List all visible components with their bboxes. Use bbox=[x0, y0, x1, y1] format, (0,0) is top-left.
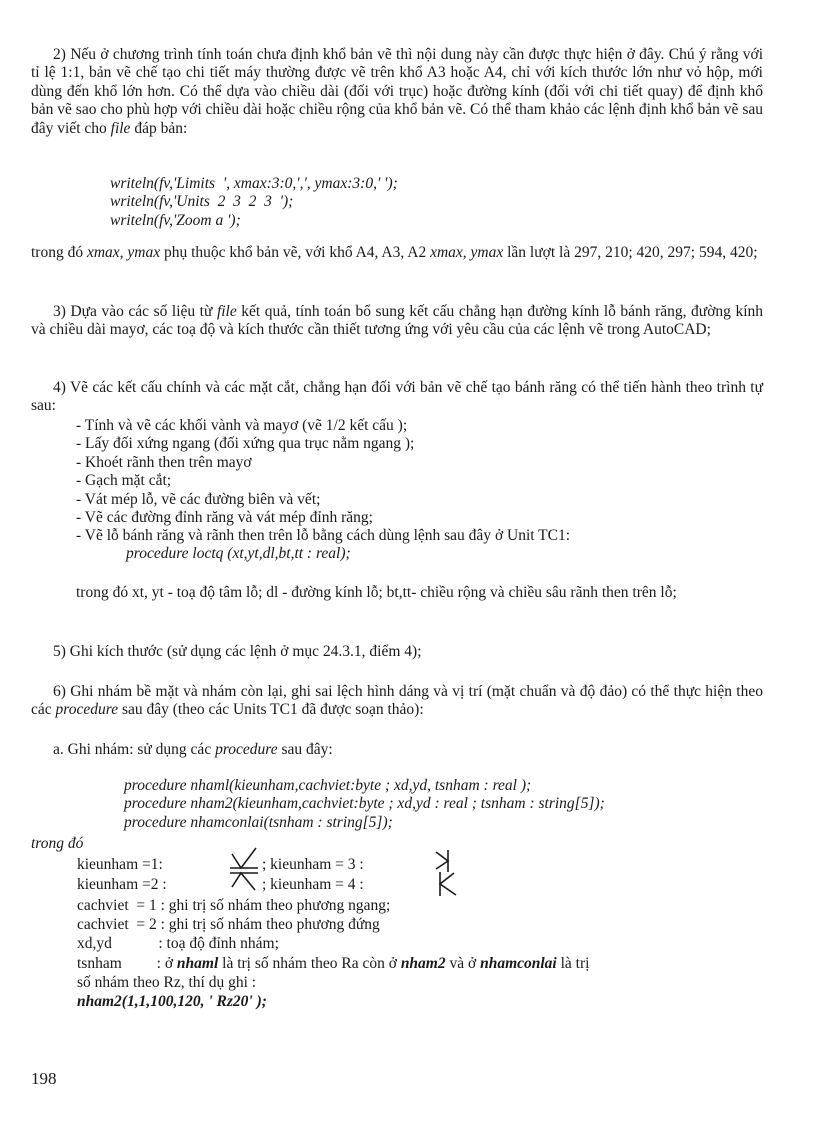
code-line: procedure nhamconlai(tsnham : string[5]); bbox=[124, 813, 393, 831]
list-item: - Tính và vẽ các khối vành và mayơ (vẽ 1/2 kết cấu ); bbox=[76, 417, 408, 434]
list-item: - Lấy đối xứng ngang (đối xứng qua trục nằm ngang ); bbox=[76, 435, 415, 453]
kieunham-3-label: ; kieunham = 3 : bbox=[262, 856, 364, 873]
paragraph-3: 3) Dựa vào các số liệu từ file kết quả, tính toán bổ sung kết cấu chẳng hạn đường kính lỗ bánh răng, đường kính và chiều dài mayơ, các toạ độ và kích thước cần thiết tương ứng với yêu cầu của các lệnh vẽ trong AutoCAD; bbox=[31, 303, 763, 339]
page-number: 198 bbox=[31, 1069, 57, 1088]
code-line: writeln(fv,'Zoom a '); bbox=[110, 211, 241, 229]
kieunham-2-label: kieunham =2 : bbox=[77, 876, 167, 893]
list-item: - Vẽ các đường đỉnh răng và vát mép đỉnh răng; bbox=[76, 509, 373, 527]
tsnham-desc: tsnham : ở nhaml là trị số nhám theo Ra còn ở nham2 và ở nhamconlai là trị bbox=[77, 955, 590, 972]
kieunham-1-label: kieunham =1: bbox=[77, 856, 163, 873]
roughness-symbol-2-icon bbox=[229, 870, 259, 892]
paragraph-5: 5) Ghi kích thước (sử dụng các lệnh ở mục 24.3.1, điểm 4); bbox=[53, 643, 422, 660]
code-line: procedure nhaml(kieunham,cachviet:byte ; xd,yd, tsnham : real ); bbox=[124, 777, 532, 794]
cachviet-2: cachviet = 2 : ghi trị số nhám theo phương đứng bbox=[77, 916, 380, 933]
code-loctq: procedure loctq (xt,yt,dl,bt,tt : real); bbox=[126, 545, 351, 562]
trong-do-label: trong đó bbox=[31, 835, 84, 852]
roughness-symbol-1-icon bbox=[229, 846, 259, 872]
code-line: procedure nham2(kieunham,cachviet:byte ; xd,yd : real ; tsnham : string[5]); bbox=[124, 795, 605, 813]
roughness-symbol-3-icon bbox=[432, 849, 458, 873]
code-block-limits bbox=[110, 175, 398, 230]
list-item: - Khoét rãnh then trên mayơ bbox=[76, 453, 252, 471]
list-item: - Vẽ lỗ bánh răng và rãnh then trên lỗ bằng cách dùng lệnh sau đây ở Unit TC1: bbox=[76, 527, 571, 545]
list-item: - Vát mép lỗ, vẽ các đường biên và vết; bbox=[76, 490, 321, 508]
paragraph-6: 6) Ghi nhám bề mặt và nhám còn lại, ghi sai lệch hình dáng và vị trí (mặt chuẩn và độ đảo) có thể thực hiện theo các procedure sau đây (theo các Units TC1 đã được soạn thảo): bbox=[31, 683, 763, 719]
code-line: writeln(fv,'Limits ', xmax:3:0,',', ymax:3:0,' '); bbox=[110, 175, 398, 192]
roughness-symbol-4-icon bbox=[436, 871, 462, 897]
cachviet-1: cachviet = 1 : ghi trị số nhám theo phương ngang; bbox=[77, 897, 391, 914]
steps-list bbox=[76, 417, 766, 546]
paragraph-2-explanation: trong đó xmax, ymax phụ thuộc khổ bản vẽ, với khổ A4, A3, A2 xmax, ymax lần lượt là 297, 210; 420, 297; 594, 420; bbox=[31, 244, 758, 261]
example-call: nham2(1,1,100,120, ' Rz20' ); bbox=[77, 993, 267, 1010]
paragraph-a: a. Ghi nhám: sử dụng các procedure sau đây: bbox=[53, 741, 333, 758]
kieunham-4-label: ; kieunham = 4 : bbox=[262, 876, 364, 893]
tsnham-desc-line2: số nhám theo Rz, thí dụ ghi : bbox=[77, 974, 257, 991]
xd-yd-desc: xd,yd : toạ độ đỉnh nhám; bbox=[77, 935, 279, 952]
paragraph-4-explanation: trong đó xt, yt - toạ độ tâm lỗ; dl - đường kính lỗ; bt,tt- chiều rộng và chiều sâu rãnh then trên lỗ; bbox=[76, 584, 677, 601]
code-block-nham bbox=[124, 777, 605, 832]
list-item: - Gạch mặt cắt; bbox=[76, 472, 172, 490]
paragraph-4: 4) Vẽ các kết cấu chính và các mặt cắt, chẳng hạn đối với bản vẽ chế tạo bánh răng có thể tiến hành theo trình tự sau: bbox=[31, 379, 763, 415]
code-line: writeln(fv,'Units 2 3 2 3 '); bbox=[110, 193, 294, 211]
paragraph-2: 2) Nếu ở chương trình tính toán chưa định khổ bản vẽ thì nội dung này cần được thực hiện ở đây. Chú ý rằng với tỉ lệ 1:1, bản vẽ chế tạo chi tiết máy thường được vẽ trên khổ A3 hoặc A4, chỉ với kích thước lớn như vỏ hộp, mới dùng đến khổ lớn hơn. Có thể dựa vào chiều dài (đối với trục) hoặc đường kính (đối với chi tiết quay) để định khổ bản vẽ sao cho phù hợp với chiều dài hoặc chiều rộng của khổ bản vẽ. Có thể tham khảo các lệnh định khổ bản vẽ sau đây viết cho file đáp bản: bbox=[31, 46, 763, 137]
